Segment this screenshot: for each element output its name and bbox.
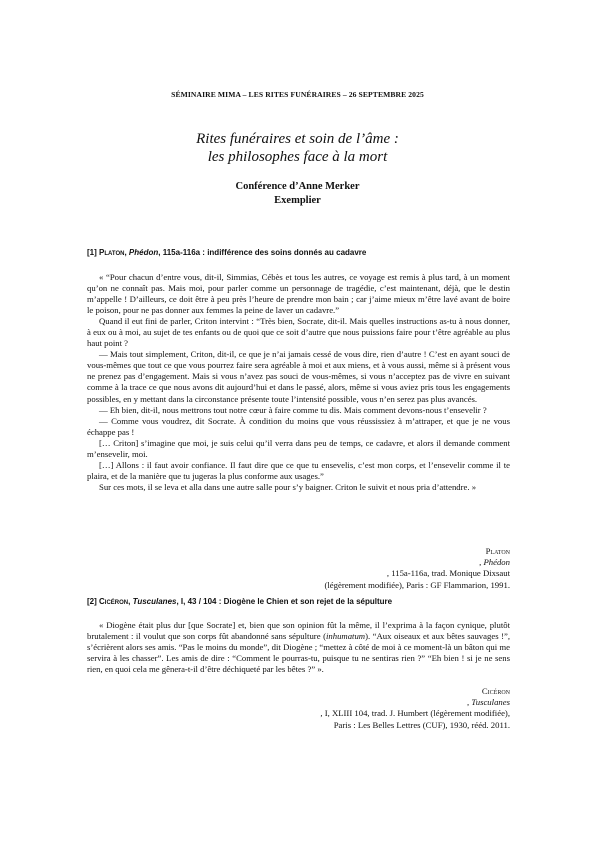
title-line-2: les philosophes face à la mort [207,149,388,165]
quote-paragraph [87,620,510,675]
quote-paragraph: […] Allons : il faut avoir confiance. Il faut dire que ce que tu ensevelis, c’est mon corps, et l’ensevelir comme il te plaira, et de la manière que tu jugeras la plus conforme aux usages.” [87,459,510,481]
quote-paragraph: Quand il eut fini de parler, Criton intervint : “Très bien, Socrate, dit-il. Mais quelles instructions as-tu à nous donner, à eux ou à moi, au sujet de tes enfants ou de quoi que ce soit d’autre que nous puissions faire pour t’être agréable au plus haut point ? [87,316,510,349]
section-2-work: Tusculanes [132,597,177,606]
source-details: , 115a-116a, trad. Monique Dixsaut [386,568,510,579]
quote-paragraph: — Eh bien, dit-il, nous mettrons tout notre cœur à faire comme tu dis. Mais comment devons-nous t’ensevelir ? [99,404,487,415]
source-author: Cicéron [481,686,510,696]
source-line-1: Platon , Phédon , 115a-116a, trad. Monique Dixsaut [250,546,510,580]
quote-text: ). “Aux oiseaux et aux bêtes sauvages !”, s’écrièrent alors ses amis. “Pas le moins du monde”, dit Diogène ; “mettez à côté de moi à ce moment-là un bâton qui me servira à les chasser”. Les amis de dire : “Comment le pourras-tu, puisque tu ne sentiras rien ?” “Eh bien ! si je ne sens rien, en quoi cela me gênera-t-il d’être déchiqueté par les bêtes ?” ». [87,631,510,675]
latin-term: inhumatum [325,631,366,642]
source-details: , I, XLIII 104, trad. J. Humbert (légèrement modifiée), [320,708,510,719]
document-subtitle [0,180,595,208]
running-header: SÉMINAIRE MIMA – LES RITES FUNÉRAIRES – 26 SEPTEMBRE 2025 [171,90,424,99]
subtitle-line-1: Conférence d’Anne Merker [235,181,360,192]
section-2-heading [87,597,517,606]
section-1-work: Phédon [128,248,159,257]
source-line-2: Paris : Les Belles Lettres (CUF), 1930, rééd. 2011. [333,719,510,730]
section-1-number: [1] [87,248,97,257]
section-1-heading [87,248,517,257]
subtitle-line-2: Exemplier [274,195,321,206]
section-2-quote [87,620,510,675]
section-1-ref: , 115a-116a : indifférence des soins donnés au cadavre [158,248,367,257]
quote-text: « Diogène était plus dur [que Socrate] et, bien que son opinion fût la même, il l’exprima à la façon cynique, plutôt brutalement : il voulut que son corps fût abandonné sans sépulture ( [87,620,510,642]
section-1-quote [87,272,510,493]
document-title [0,130,595,166]
quote-paragraph: « “Pour chacun d’entre vous, dit-il, Simmias, Cébès et tous les autres, ce voyage est remis à plus tard, à un moment qu’on ne connaît pas. Mais moi, pour parler comme un personnage de tragédie, c’est maintenant, déjà, que le destin m’appelle ! D’ailleurs, ce doit être à peu près l’heure de prendre mon bain ; car j’aime mieux m’être lavé avant de boire le poison, pour ne pas donner aux femmes la peine de laver un cadavre.” [87,272,510,316]
source-work: Tusculanes [471,697,510,708]
quote-paragraph: [… Criton] s’imagine que moi, je suis celui qu’il verra dans peu de temps, ce cadavre, et alors il demande comment m’ensevelir, moi. [87,437,510,459]
section-2-author: Cicéron, [99,597,131,606]
quote-paragraph: — Mais tout simplement, Criton, dit-il, ce que je n’ai jamais cessé de vous dire, rien d’autre ! C’est en ayant souci de vous-mêmes que tout ce que vous pourrez faire sera agréable à moi et aux miens, et à vous aussi, même si à présent vous ne prenez pas d’engagement. Mais si vous n’avez pas souci de vous-mêmes, si vous n’acceptez pas de vivre en suivant comme à la trace ce que nous avons dit aujourd’hui et dans le passé, alors, même si vous aviez pris tous les engagements possibles, en y mettant dans la circonstance présente toute l’intensité possible, vous n’en serez pas plus avancés. [87,349,510,404]
source-work: Phédon [483,557,510,568]
quote-paragraph: — Comme vous voudrez, dit Socrate. À condition du moins que vous réussissiez à m’attraper, et que je ne vous échappe pas ! [87,415,510,437]
section-1-source [250,546,510,591]
source-line-1: Cicéron , Tusculanes , I, XLIII 104, trad. J. Humbert (légèrement modifiée), [250,686,510,720]
source-author: Platon [485,546,510,556]
section-1-author: Platon, [99,248,127,257]
quote-paragraph: Sur ces mots, il se leva et alla dans une autre salle pour s’y baigner. Criton le suivit et nous pria d’attendre. » [99,481,477,492]
title-line-1: Rites funéraires et soin de l’âme : [196,131,399,147]
section-2-ref: , I, 43 / 104 : Diogène le Chien et son rejet de la sépulture [176,597,393,606]
section-2-number: [2] [87,597,97,606]
section-2-source [250,686,510,731]
source-line-2: (légèrement modifiée), Paris : GF Flammarion, 1991. [324,579,510,590]
